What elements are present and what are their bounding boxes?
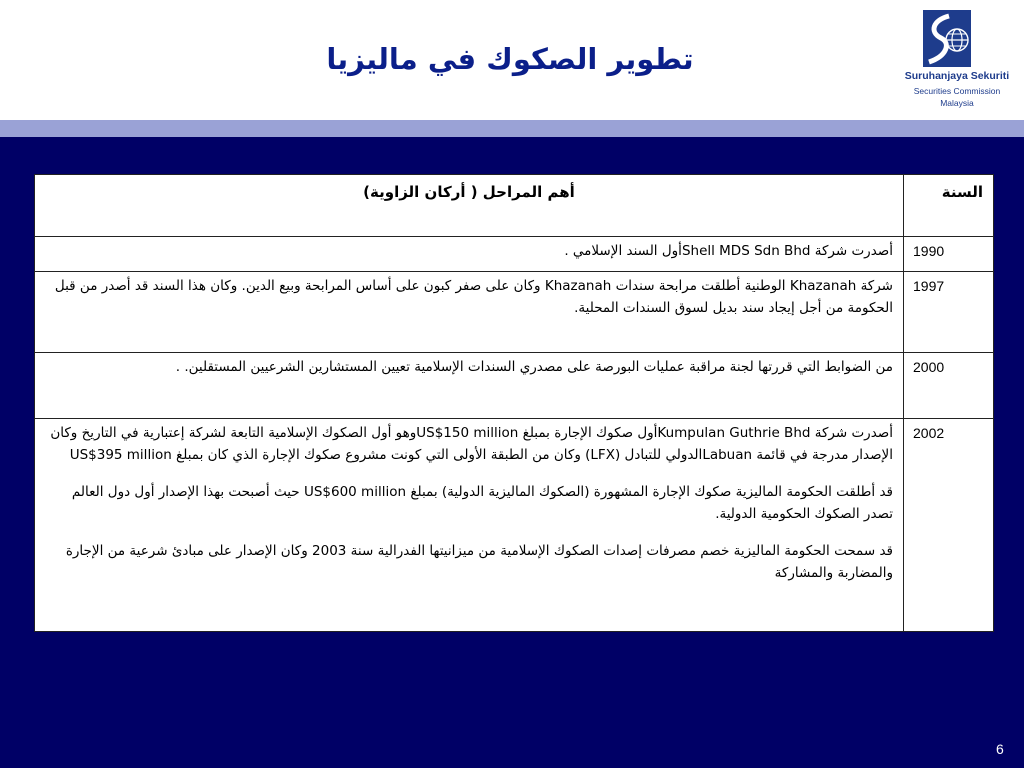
logo-subtitle: Securities Commission [913,86,1001,96]
table-header-row [35,175,994,237]
milestones-column-header: أهم المراحل ( أركان الزاوية) [35,175,904,237]
logo-name: Suruhanjaya Sekuriti [904,70,1010,82]
slide-header [0,0,1024,120]
description-cell [35,237,904,272]
description-cell [35,272,904,353]
year-cell: 2002 [904,419,994,632]
description-cell [35,353,904,419]
description-paragraph: قد سمحت الحكومة الماليزية خصم مصرفات إصدات الصكوك الإسلامية من ميزانيتها الفدرالية سنة 2003 وكان الإصدار على مبادئ شرعية من الإجارة والمضاربة والمشاركة [65,543,893,581]
year-cell: 1997 [904,272,994,353]
table-row [35,237,994,272]
milestones-table [34,174,994,631]
header-stripe [0,120,1024,137]
year-cell: 1990 [904,237,994,272]
sc-globe-icon [923,10,971,67]
year-column-header: السنة [904,175,994,237]
year-cell: 2000 [904,353,994,419]
logo-country: Malaysia [940,98,974,108]
securities-commission-logo [896,8,1018,118]
page-number: 6 [996,741,1004,757]
description-paragraph: أصدرت شركة Shell MDS Sdn Bhdأول السند الإسلامي . [564,243,893,259]
description-paragraph: شركة Khazanah الوطنية أطلقت مرابحة سندات Khazanah وكان على صفر كبون على أساس المرابحة وبيع الدين. وكان هذا السند قد أصدر من قبل الحكومة من أجل إيجاد سند بديل لسوق السندات المحلية. [54,278,893,316]
description-paragraph: أصدرت شركة Kumpulan Guthrie Bhdأول صكوك الإجارة بمبلغ US$150 millionوهو أول الصكوك الإسلامية التابعة لشركة إعتبارية في التاريخ وكان الإصدار مدرجة في قائمة Labuanالدولي للتبادل (LFX) وكان من الطبقة الأولى التي كونت مشروع صكوك الإجارة الذي كان بمبلغ US$395 million [50,425,893,463]
description-cell [35,419,904,632]
slide-title: تطوير الصكوك في ماليزيا [326,42,694,76]
description-paragraph: قد أطلقت الحكومة الماليزية صكوك الإجارة المشهورة (الصكوك الماليزية الدولية) بمبلغ US$600 million حيث أصبحت بهذا الإصدار أول دول العالم تصدر الصكوك الحكومية الدولية. [71,484,893,522]
description-paragraph: من الضوابط التي قررتها لجنة مراقبة عمليات البورصة على مصدري السندات الإسلامية تعيين المستشارين الشرعيين المستقلين. . [175,359,893,375]
table-row [35,353,994,419]
table-row [35,272,994,353]
table-row [35,419,994,632]
